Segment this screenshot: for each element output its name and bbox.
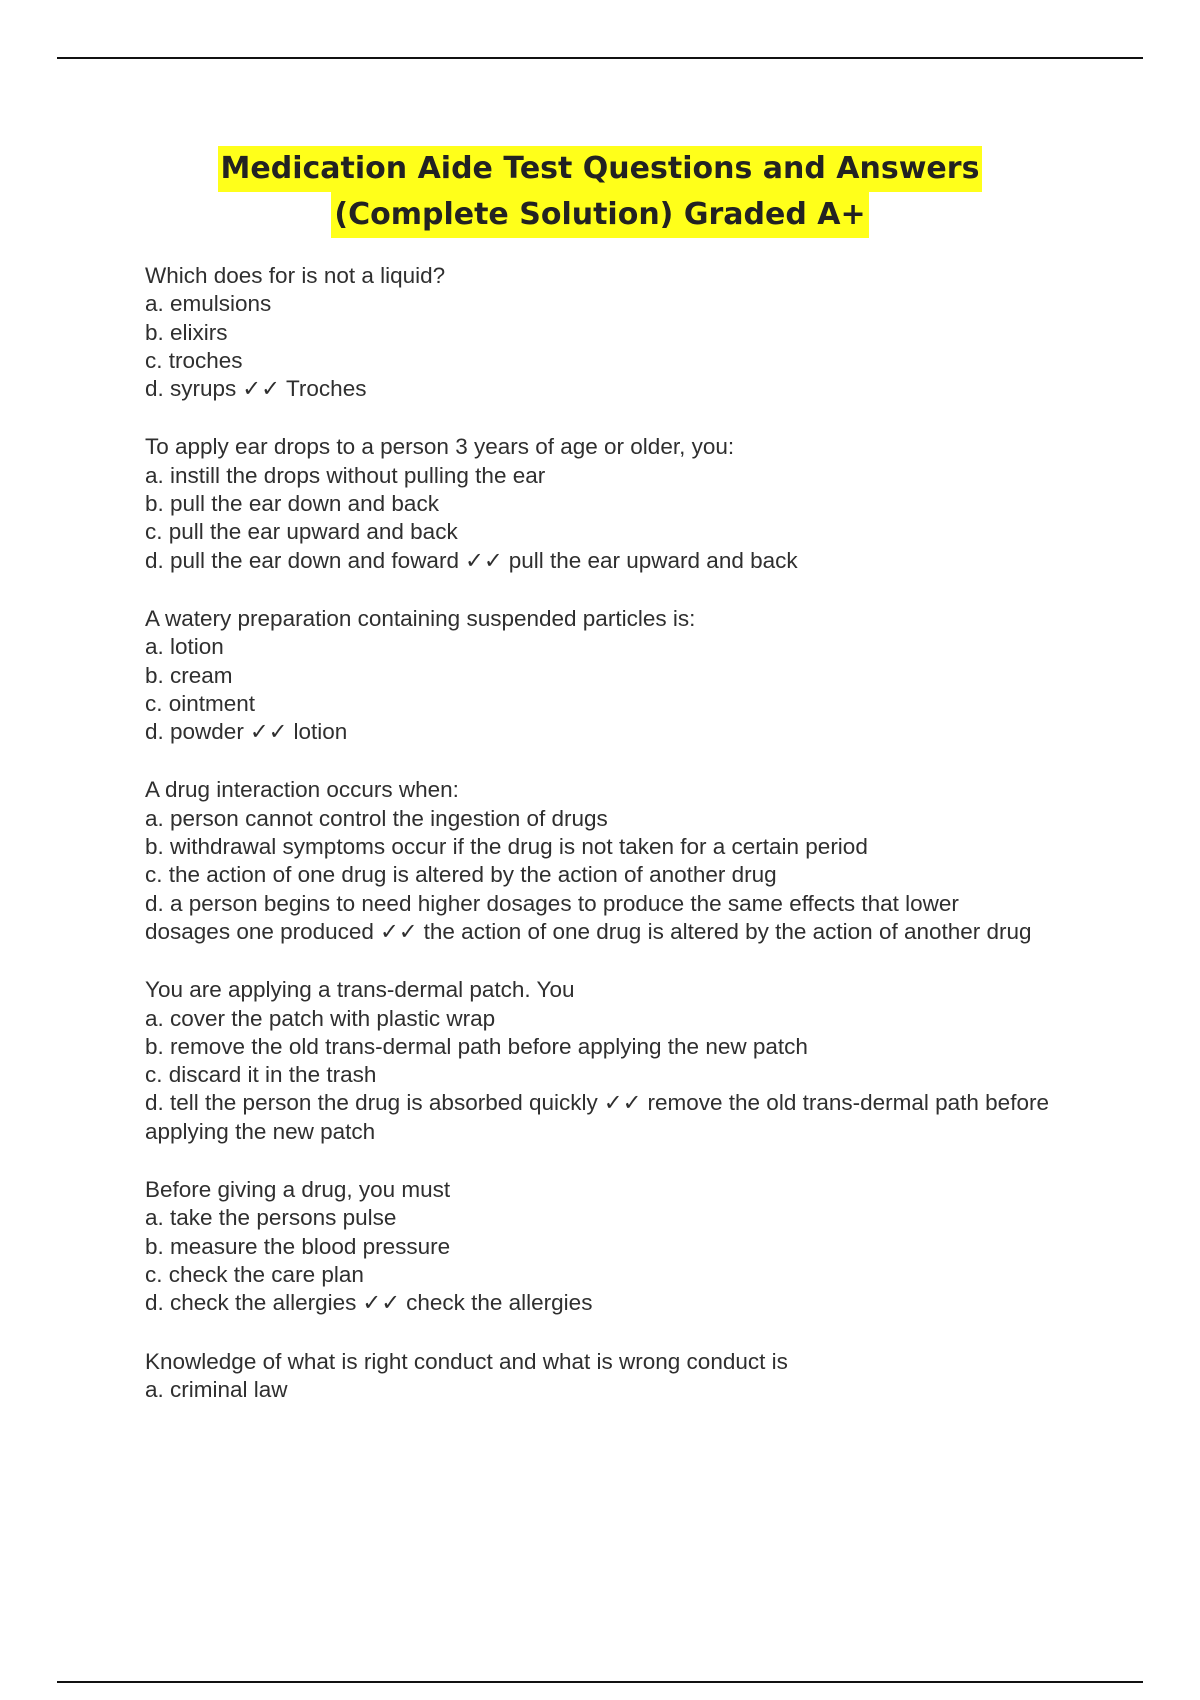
option-b: b. pull the ear down and back [145,491,439,517]
option-a: a. take the persons pulse [145,1205,397,1231]
option-d-with-answer [145,1289,1050,1317]
option-b: b. cream [145,662,233,688]
check-mark-icon: ✓✓ [379,918,418,944]
option-c: c. the action of one drug is altered by the action of another drug [145,862,777,888]
option-a: a. cover the patch with plastic wrap [145,1005,496,1031]
option-c: c. pull the ear upward and back [145,519,458,545]
question-stem: A drug interaction occurs when: [145,777,459,803]
bottom-rule [57,1681,1143,1683]
option-d-with-answer [145,718,1050,746]
answer-text: lotion [293,719,348,745]
check-mark-icon: ✓✓ [249,719,288,745]
option-a: a. person cannot control the ingestion of drugs [145,805,608,831]
option-d: d. a person begins to need higher dosages to produce the same effects that lower dosages one produced [145,890,959,944]
check-mark-icon: ✓✓ [362,1290,401,1316]
option-c: c. troches [145,347,243,373]
top-rule [57,57,1143,59]
check-mark-icon: ✓✓ [603,1090,642,1116]
title-line-1: Medication Aide Test Questions and Answers [218,146,983,192]
option-d: d. powder [145,719,244,745]
option-d-with-answer [145,890,1050,947]
option-b: b. remove the old trans-dermal path before applying the new patch [145,1033,808,1059]
option-d-with-answer [145,1089,1050,1146]
question-stem: A watery preparation containing suspended particles is: [145,605,696,631]
option-a: a. criminal law [145,1376,288,1402]
option-a: a. instill the drops without pulling the ear [145,462,546,488]
answer-text: remove the old trans-dermal path before applying the new patch [145,1090,1049,1144]
question-2 [145,433,1050,574]
question-3 [145,605,1050,746]
question-6 [145,1176,1050,1317]
question-1 [145,262,1050,403]
option-d: d. pull the ear down and foward [145,547,459,573]
document-title [0,146,1200,238]
option-d: d. tell the person the drug is absorbed quickly [145,1090,598,1116]
option-a: a. lotion [145,634,224,660]
answer-text: check the allergies [406,1290,593,1316]
answer-text: the action of one drug is altered by the action of another drug [423,918,1032,944]
question-stem: Before giving a drug, you must [145,1177,451,1203]
check-mark-icon: ✓✓ [242,376,281,402]
questions-list [145,262,1050,1434]
question-stem: Knowledge of what is right conduct and what is wrong conduct is [145,1348,788,1374]
question-stem: To apply ear drops to a person 3 years of age or older, you: [145,434,735,460]
question-4 [145,776,1050,946]
option-c: c. discard it in the trash [145,1062,377,1088]
option-b: b. withdrawal symptoms occur if the drug is not taken for a certain period [145,834,868,860]
option-b: b. measure the blood pressure [145,1233,451,1259]
title-line-2: (Complete Solution) Graded A+ [331,192,868,238]
question-stem: You are applying a trans-dermal patch. You [145,977,575,1003]
option-d: d. syrups [145,376,237,402]
option-d-with-answer [145,375,1050,403]
option-a: a. emulsions [145,291,272,317]
option-d-with-answer [145,547,1050,575]
question-7 [145,1348,1050,1405]
option-c: c. ointment [145,690,256,716]
answer-text: pull the ear upward and back [508,547,798,573]
answer-text: Troches [286,376,367,402]
option-b: b. elixirs [145,319,228,345]
question-stem: Which does for is not a liquid? [145,263,446,288]
check-mark-icon: ✓✓ [464,547,503,573]
option-d: d. check the allergies [145,1290,357,1316]
option-c: c. check the care plan [145,1261,364,1287]
question-5 [145,976,1050,1146]
